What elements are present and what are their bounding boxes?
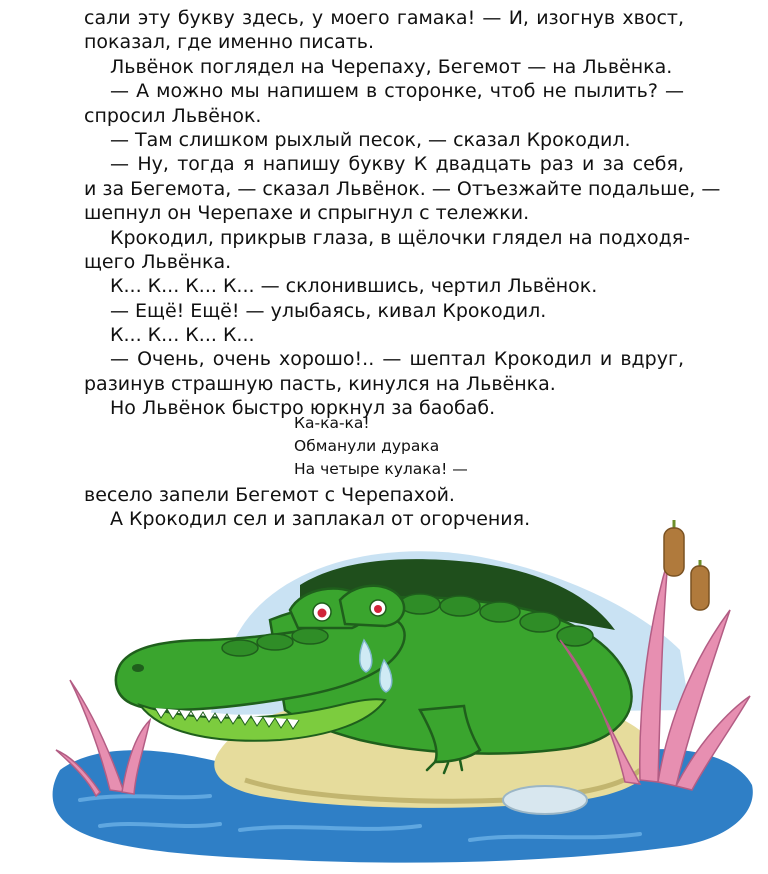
text-line: спросил Львёнок. [84, 104, 262, 127]
text-line: — Очень, очень хорошо!.. — шептал Крокодил и вдруг, [110, 348, 684, 371]
poem [294, 412, 468, 481]
poem-line: Ка-ка-ка! [294, 414, 370, 432]
rock [503, 786, 587, 814]
text-line: щего Львёнка. [84, 250, 232, 273]
nostril [132, 664, 144, 672]
cattails [664, 520, 709, 610]
text-line: весело запели Бегемот с Черепахой. [84, 484, 455, 506]
text-line: — Ну, тогда я напишу букву К двадцать раз и за себя, [110, 153, 684, 176]
crocodile-illustration [40, 500, 768, 874]
text-line: показал, где именно писать. [84, 31, 375, 54]
text-line: — А можно мы напишем в сторонке, чтоб не пылить? — [110, 80, 684, 103]
text-line: сали эту букву здесь, у моего гамака! — И, изогнув хвост, [84, 7, 684, 29]
text-line: К... К... К... К... [110, 324, 255, 347]
crocodile-pupil-far [374, 605, 382, 613]
text-line: А Крокодил сел и заплакал от огорчения. [110, 508, 531, 531]
text-line: разинув страшную пасть, кинулся на Львёнка. [84, 372, 556, 395]
text-block-1 [84, 6, 721, 421]
text-line: Львёнок поглядел на Черепаху, Бегемот — на Львёнка. [110, 55, 673, 78]
text-line: — Там слишком рыхлый песок, — сказал Крокодил. [110, 128, 631, 151]
text-line: — Ещё! Ещё! — улыбаясь, кивал Крокодил. [110, 299, 547, 322]
text-line: и за Бегемота, — сказал Львёнок. — Отъезжайте подальше, — [84, 177, 721, 200]
text-line: шепнул он Черепахе и спрыгнул с тележки. [84, 202, 530, 225]
text-line: К... К... К... К... — склонившись, чертил Львёнок. [110, 275, 598, 298]
crocodile-pupil [318, 609, 327, 618]
text-line: Крокодил, прикрыв глаза, в щёлочки глядел на подходя- [110, 226, 691, 249]
poem-line: Обманули дурака [294, 437, 440, 455]
text-line: Но Львёнок быстро юркнул за баобаб. [110, 397, 496, 420]
poem-line: На четыре кулака! — [294, 460, 468, 478]
